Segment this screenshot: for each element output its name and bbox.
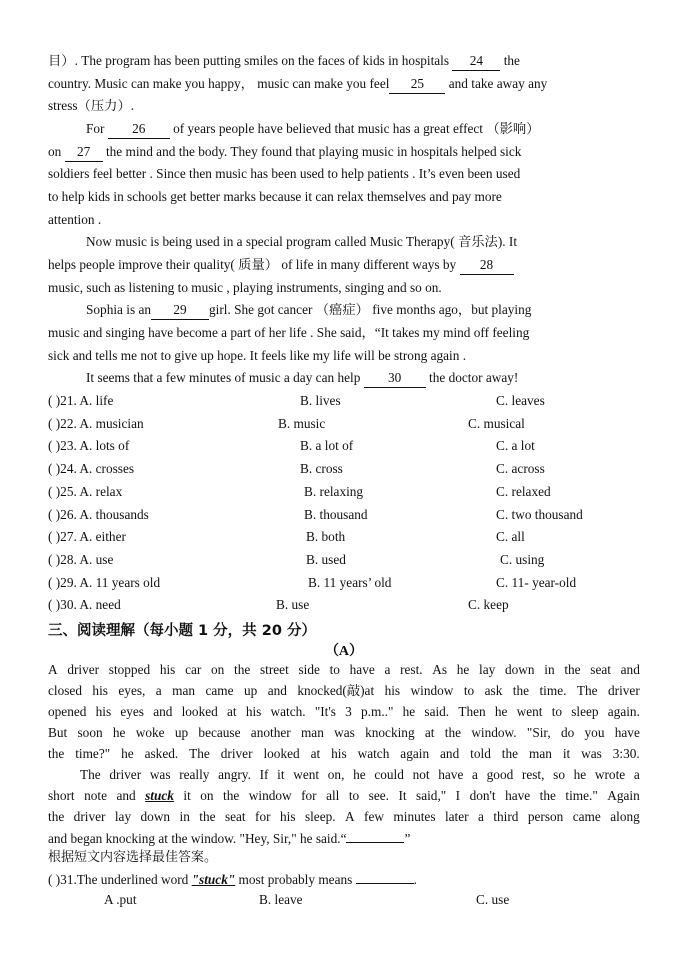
question-30-option-a[interactable]: ( )30. A. need [48, 597, 121, 613]
word: car [185, 662, 202, 677]
word: window. [471, 725, 517, 740]
word: his [331, 746, 347, 761]
question-30-option-c[interactable]: C. keep [468, 597, 509, 613]
word: knocked(敲)at [297, 683, 375, 698]
word: he [573, 767, 587, 782]
reading-line [48, 745, 640, 763]
question-27-option-b[interactable]: B. both [306, 529, 346, 545]
word: man [528, 746, 552, 761]
word: man [172, 683, 196, 698]
word: it [183, 788, 191, 803]
passage-line: Now music is being used in a special program called Music Therapy( 音乐法). It [86, 234, 518, 249]
word: said," [416, 788, 447, 803]
word: seat [224, 809, 246, 824]
word: along [610, 809, 640, 824]
word: time. [539, 683, 567, 698]
word: watch. [270, 704, 306, 719]
blank-30[interactable]: 30 [364, 369, 426, 388]
word: up [243, 683, 258, 698]
word: for [301, 788, 317, 803]
section-heading: 三、阅读理解（每小题 1 分，共 20 分） [48, 623, 316, 639]
word: at [227, 704, 237, 719]
word: he [402, 704, 416, 719]
word: really [179, 767, 210, 782]
word: have [614, 725, 640, 740]
word: went [293, 767, 320, 782]
answer-blank[interactable] [356, 870, 414, 884]
word: a [155, 683, 162, 698]
passage-line: stress（压力）. [48, 98, 135, 113]
word: went [516, 704, 543, 719]
word: again [400, 746, 430, 761]
passage-line: sick and tells me not to give up hope. It feels like my life will be strong again . [48, 348, 467, 363]
passage-a-label: （A） [324, 644, 364, 659]
word: in [179, 809, 190, 824]
word: he [456, 662, 470, 677]
word: on [211, 662, 225, 677]
word: time." [565, 788, 598, 803]
word: he [494, 704, 508, 719]
question-25-option-a[interactable]: ( )25. A. relax [48, 483, 123, 499]
passage-line: country. Music can make you happy， music can make you feel 25 and take away any [48, 75, 547, 94]
question-28-option-c[interactable]: C. using [500, 551, 545, 567]
word: "It's [314, 704, 336, 719]
reading-line: and began knocking at the window. "Hey, Sir," he said.“ ” [48, 831, 411, 846]
word: rest, [521, 767, 545, 782]
instruction: 根据短文内容选择最佳答案。 [48, 850, 218, 865]
word: seat [590, 662, 611, 677]
word: watch [357, 746, 390, 761]
blank-26[interactable]: 26 [108, 120, 170, 139]
passage-line: Sophia is an 29 girl. She got cancer （癌症） five months ago，but playing [86, 301, 531, 320]
question-25-option-b[interactable]: B. relaxing [304, 483, 364, 499]
word: not [412, 767, 430, 782]
word: driver [109, 767, 142, 782]
word: looked [263, 746, 300, 761]
word: rest. [400, 662, 423, 677]
word: was [581, 746, 602, 761]
word: p.m.." [361, 704, 394, 719]
word: lay [114, 809, 132, 824]
question-30-option-b[interactable]: B. use [276, 597, 310, 613]
word: and [440, 746, 460, 761]
word: eyes [120, 704, 144, 719]
word: If [259, 767, 269, 782]
word: It [398, 788, 407, 803]
word: down [505, 662, 535, 677]
underlined-word: "stuck" [191, 872, 236, 887]
reading-line [48, 703, 640, 721]
word: a [477, 809, 484, 824]
word: As [432, 662, 448, 677]
word: wrote [594, 767, 626, 782]
passage-line: to help kids in schools get better marks because it can relax themselves and pay more [48, 189, 502, 204]
word: lay [479, 662, 496, 677]
passage-line: attention . [48, 212, 102, 227]
underlined-word-stuck: stuck [145, 788, 174, 803]
word: ask [484, 683, 503, 698]
word: driver [67, 662, 100, 677]
passage-line: music, such as listening to music , playing instruments, singing and so on. [48, 280, 442, 295]
word: Again [607, 788, 640, 803]
word: told [470, 746, 491, 761]
word: A [345, 809, 355, 824]
word: a [472, 767, 478, 782]
word: asked. [144, 746, 179, 761]
question-22-option-c[interactable]: C. musical [468, 415, 525, 431]
word: the [48, 809, 65, 824]
question-27-option-c[interactable]: C. all [496, 529, 525, 545]
question-21-option-b[interactable]: B. lives [300, 393, 341, 408]
question-23-option-a[interactable]: ( )23. A. lots of [48, 438, 130, 454]
word: came [205, 683, 234, 698]
passage-line: It seems that a few minutes of music a day can help 30 the doctor away! [86, 369, 518, 388]
question-26-option-c[interactable]: C. two thousand [496, 506, 583, 522]
word: knocking [365, 725, 415, 740]
word: have [438, 767, 464, 782]
word: driver [608, 683, 640, 698]
word: again. [607, 704, 640, 719]
word: the [234, 662, 251, 677]
word: he [353, 767, 366, 782]
word: looked [181, 704, 218, 719]
question-23-option-b[interactable]: B. a lot of [300, 438, 354, 454]
word: the [539, 788, 556, 803]
word: you [584, 725, 605, 740]
question-24-option-c[interactable]: C. across [496, 461, 545, 477]
word: the [223, 788, 240, 803]
word: all [326, 788, 340, 803]
word: good [486, 767, 514, 782]
answer-blank[interactable] [346, 829, 404, 843]
passage-line: helps people improve their quality( 质量） of life in many different ways by 28 [48, 256, 514, 275]
word: third [493, 809, 519, 824]
word: do [560, 725, 575, 740]
word: to [348, 788, 360, 803]
passage-line: on 27 the mind and the body. They found that playing music in hospitals helped sick [48, 143, 521, 162]
word: the [48, 746, 65, 761]
word: in [544, 662, 555, 677]
question-22-option-a[interactable]: ( )22. A. musician [48, 415, 144, 431]
word: and [267, 683, 287, 698]
word: was [334, 725, 355, 740]
word: The [80, 767, 101, 782]
word: the [512, 683, 530, 698]
word: man [300, 725, 324, 740]
word: the [564, 662, 581, 677]
passage-line: music and singing have become a part of her life . She said，“It takes my mind off feeling [48, 325, 530, 340]
word: his [384, 683, 401, 698]
blank-29[interactable]: 29 [151, 301, 209, 320]
word: woke [135, 725, 165, 740]
word: to [329, 662, 340, 677]
question-29-option-b[interactable]: B. 11 years’ old [308, 574, 392, 590]
word: window [248, 788, 292, 803]
word: for [255, 809, 271, 824]
blank-24[interactable]: 24 [452, 52, 500, 71]
word: note [84, 788, 107, 803]
word: to [551, 704, 563, 719]
word: to [463, 683, 475, 698]
reading-line [48, 808, 640, 826]
word: 3:30. [612, 746, 640, 761]
question-31: ( )31.The underlined word "stuck" most probably means . [48, 872, 417, 887]
question-28-option-a[interactable]: ( )28. A. use [48, 551, 114, 567]
blank-28[interactable]: 28 [460, 256, 514, 275]
word: see. [368, 788, 389, 803]
word: on [200, 788, 214, 803]
word: he [112, 725, 126, 740]
word: the [444, 725, 462, 740]
passage-line: For 26 of years people have believed that music has a great effect （影响） [86, 120, 540, 139]
word: on, [327, 767, 345, 782]
reading-line [48, 787, 640, 805]
word: A [48, 662, 58, 677]
word: could [374, 767, 404, 782]
word: down [140, 809, 171, 824]
question-28-option-b[interactable]: B. used [306, 551, 346, 567]
word: The [576, 683, 598, 698]
question-22-option-b[interactable]: B. music [278, 415, 326, 431]
reading-line [48, 724, 640, 742]
word: time?" [75, 746, 111, 761]
question-24-option-b[interactable]: B. cross [300, 461, 343, 477]
reading-line [80, 766, 640, 784]
question-21-option-c[interactable]: C. leaves [496, 393, 545, 408]
passage-line: 目）. The program has been putting smiles on the faces of kids in hospitals 24 the [48, 52, 520, 71]
word: the [199, 809, 216, 824]
word: Then [458, 704, 486, 719]
question-29-option-a[interactable]: ( )29. A. 11 years old [48, 574, 161, 590]
word: 3 [345, 704, 352, 719]
word: sleep. [304, 809, 336, 824]
question-26-option-b[interactable]: B. thousand [304, 506, 368, 522]
option-c[interactable]: C. use [476, 892, 510, 907]
word: his [279, 809, 296, 824]
word: it [562, 746, 571, 761]
word: side [298, 662, 320, 677]
word: and [620, 662, 640, 677]
word: he [121, 746, 134, 761]
question-26-option-a[interactable]: ( )26. A. thousands [48, 506, 149, 522]
option-b[interactable]: B. leave [259, 892, 303, 907]
word: was [149, 767, 171, 782]
word: at [310, 746, 321, 761]
word: angry. [218, 767, 251, 782]
word: and [153, 704, 173, 719]
word: stopped [108, 662, 151, 677]
word: it [277, 767, 285, 782]
word: The [189, 746, 210, 761]
blank-27[interactable]: 27 [65, 143, 103, 162]
word: But [48, 725, 68, 740]
word: driver [73, 809, 106, 824]
reading-line [48, 682, 640, 700]
word: "Sir, [526, 725, 551, 740]
word: a [384, 662, 391, 677]
word: his [245, 704, 262, 719]
question-29-option-c[interactable]: C. 11- year-old [496, 574, 577, 590]
word: person [527, 809, 564, 824]
blank-25[interactable]: 25 [389, 75, 445, 94]
passage-line: soldiers feel better . Since then music has been used to help patients . It’s even been used [48, 166, 521, 181]
word: a [633, 767, 640, 782]
word: said. [424, 704, 450, 719]
word: soon [77, 725, 103, 740]
word: few [364, 809, 384, 824]
word: minutes [393, 809, 436, 824]
word: have [505, 788, 531, 803]
reading-line [48, 661, 640, 679]
word: closed [48, 683, 82, 698]
word: his [92, 683, 108, 698]
word: up [174, 725, 189, 740]
question-23-option-c[interactable]: C. a lot [496, 438, 535, 454]
question-27-option-a[interactable]: ( )27. A. either [48, 529, 126, 545]
word: and [116, 788, 136, 803]
word: sleep [571, 704, 599, 719]
word: I [455, 788, 461, 803]
word: short [48, 788, 75, 803]
word: his [95, 704, 112, 719]
word: eyes, [118, 683, 146, 698]
word: his [159, 662, 176, 677]
option-a[interactable]: A .put [104, 892, 137, 907]
word: don't [469, 788, 496, 803]
word: driver [220, 746, 253, 761]
word: street [259, 662, 289, 677]
word: window [410, 683, 454, 698]
question-21-option-a[interactable]: ( )21. A. life [48, 393, 114, 408]
word: because [198, 725, 241, 740]
word: at [424, 725, 435, 740]
word: came [572, 809, 601, 824]
question-24-option-a[interactable]: ( )24. A. crosses [48, 461, 135, 477]
word: so [553, 767, 565, 782]
word: another [250, 725, 291, 740]
word: later [444, 809, 469, 824]
word: opened [48, 704, 87, 719]
question-25-option-c[interactable]: C. relaxed [496, 483, 551, 499]
word: have [349, 662, 375, 677]
word: the [501, 746, 519, 761]
